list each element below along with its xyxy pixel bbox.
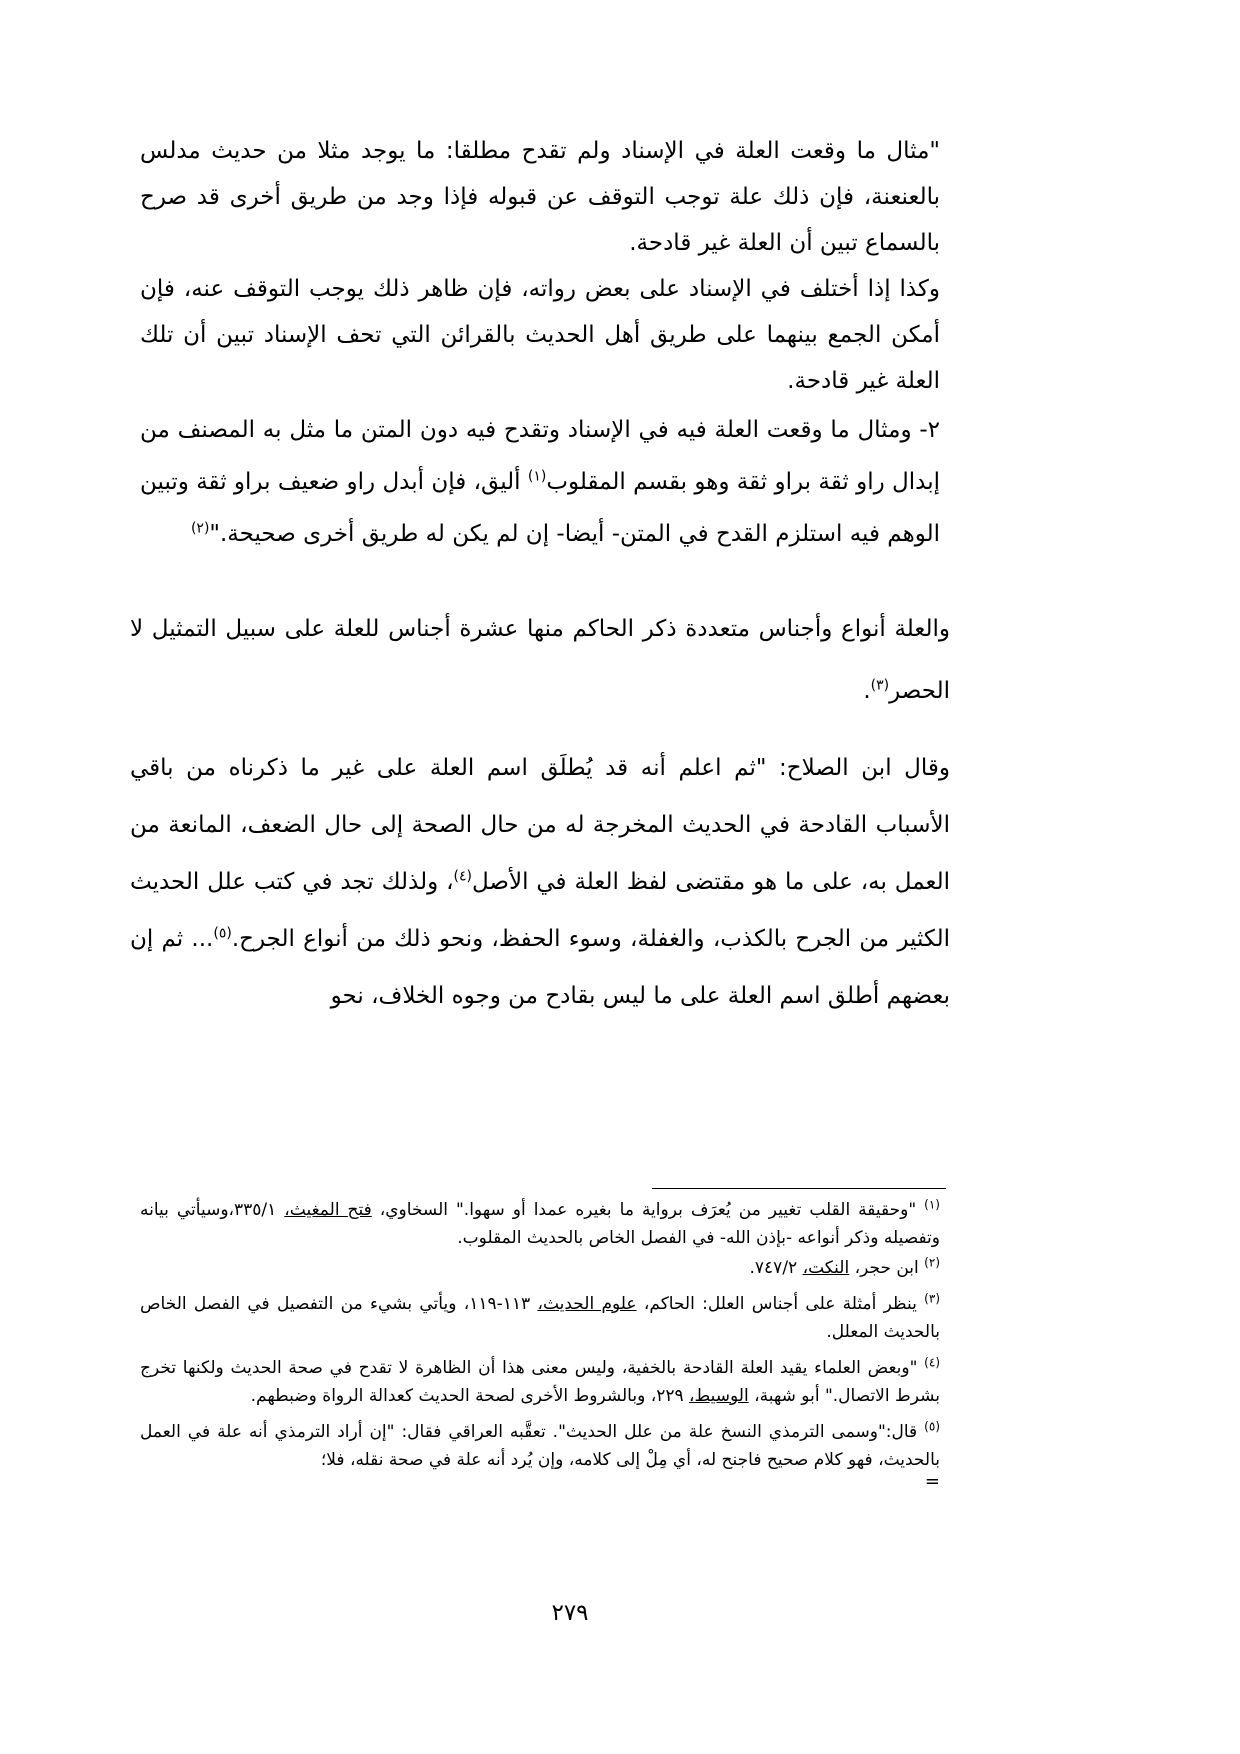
footnote-4-text-a: "وبعض العلماء يقيد العلة القادحة بالخفية، وليس معنى هذا أن الظاهرة لا تقدح في صحة الحديث ولكنها تخرج بشرط الاتصال." أبو شهبة، (140, 1358, 940, 1406)
paragraph-types (130, 598, 950, 722)
quote-paragraph-3 (140, 404, 940, 560)
quote-paragraph-3-text-b: أليق، فإن أبدل راو ضعيف براو ثقة وتبين الوهم فيه استلزم القدح في المتن- أيضا- إن لم يكن له طريق أخرى صحيحة." (140, 469, 940, 547)
footnote-5-number: (٥) (924, 1419, 940, 1434)
paragraph-ibn-salah-text-b: ، ولذلك تجد في كتب علل الحديث الكثير من الجرح بالكذب، والغفلة، وسوء الحفظ، ونحو ذلك من أنواع الجرح. (130, 869, 950, 952)
footnote-2-text-b: ٧٤٧/٢. (749, 1258, 803, 1278)
quote-paragraph-3-text-a: ٢- ومثال ما وقعت العلة فيه في الإسناد وتقدح فيه دون المتن ما مثل به المصنف من إبدال راو ثقة براو ثقة وهو بقسم المقلوب (140, 417, 940, 495)
footnote-1-text-a: "وحقيقة القلب تغيير من يُعرَف برواية ما بغيره عمدا أو سهوا." السخاوي، (371, 1200, 925, 1220)
footnote-3-text-a: ينظر أمثلة على أجناس العلل: الحاكم، (636, 1294, 925, 1314)
paragraph-types-text: والعلة أنواع وأجناس متعددة ذكر الحاكم منها عشرة أجناس للعلة على سبيل التمثيل لا الحصر (130, 616, 950, 704)
quote-paragraph-2: وكذا إذا أختلف في الإسناد على بعض رواته، فإن ظاهر ذلك يوجب التوقف عنه، فإن أمكن الجمع بينهما على طريق أهل الحديث بالقرائن التي تحف الإسناد تبين أن تلك العلة غير قادحة. (140, 276, 940, 394)
footnote-3-book-title: علوم الحديث، (537, 1294, 637, 1314)
footnote-2 (140, 1254, 940, 1282)
footnote-ref-2: (٢) (190, 520, 210, 537)
paragraph-types-end: . (863, 678, 871, 704)
footnote-2-book-title: النكت، (802, 1258, 850, 1278)
footnote-5 (140, 1418, 940, 1474)
footnote-2-text-a: ابن حجر، (849, 1258, 925, 1278)
footnote-ref-1: (١) (527, 468, 547, 485)
paragraph-ibn-salah (130, 740, 950, 1025)
footnote-1-number: (١) (924, 1197, 940, 1212)
footnote-continuation-mark: = (924, 1471, 940, 1492)
paragraph-ibn-salah-text-a: وقال ابن الصلاح: "ثم اعلم أنه قد يُطلَق اسم العلة على غير ما ذكرناه من باقي الأسباب القادحة في الحديث المخرجة له من حال الصحة إلى حال الضعف، المانعة من العمل به، على ما هو مقتضى لفظ العلة في الأصل (130, 755, 951, 895)
footnote-5-text: قال:"وسمى الترمذي النسخ علة من علل الحديث". تعقَّبه العراقي فقال: "إن أراد الترمذي أنه علة في العمل بالحديث، فهو كلام صحيح فاجنح له، أي مِلْ إلى كلامه، وإن يُرد أنه علة في صحة نقله، فلا؛ (140, 1422, 940, 1470)
footnote-1-book-title: فتح المغيث، (284, 1200, 372, 1220)
quote-paragraph-1: "مثال ما وقعت العلة في الإسناد ولم تقدح مطلقا: ما يوجد مثلا من حديث مدلس بالعنعنة، فإن ذلك علة توجب التوقف عن قبوله فإذا وجد من طريق أخرى قد صرح بالسماع تبين أن العلة غير قادحة. (140, 138, 940, 256)
footnote-3-text-b: ١١٣-١١٩، ويأتي بشيء من التفصيل في الفصل الخاص بالحديث المعلل. (140, 1294, 940, 1342)
paragraph-ibn-salah-text-c: ... ثم إن بعضهم أطلق اسم العلة على ما ليس بقادح من وجوه الخلاف، نحو (130, 926, 950, 1009)
footnotes (140, 1196, 940, 1490)
footnote-3 (140, 1290, 940, 1346)
footnote-4-book-title: الوسيط، (689, 1386, 749, 1406)
footnote-ref-5: (٥) (213, 925, 232, 942)
footnote-4-number: (٤) (924, 1355, 940, 1370)
footnote-ref-4: (٤) (453, 868, 472, 885)
footnote-2-number: (٢) (924, 1255, 940, 1270)
footnote-4 (140, 1354, 940, 1410)
footnote-3-number: (٣) (924, 1291, 940, 1306)
footnote-4-text-b: ٢٢٩، وبالشروط الأخرى لصحة الحديث كعدالة الرواة وضبطهم. (250, 1386, 689, 1406)
footnote-separator (652, 1188, 946, 1189)
page-number: ٢٧٩ (551, 1600, 589, 1626)
footnote-ref-3: (٣) (870, 677, 890, 694)
footnote-1-text-b: ٣٣٥/١،وسيأتي بيانه وتفصيله وذكر أنواعه -بإذن الله- في الفصل الخاص بالحديث المقلوب. (140, 1200, 940, 1248)
quote-block (140, 128, 940, 560)
footnote-1 (140, 1196, 940, 1252)
